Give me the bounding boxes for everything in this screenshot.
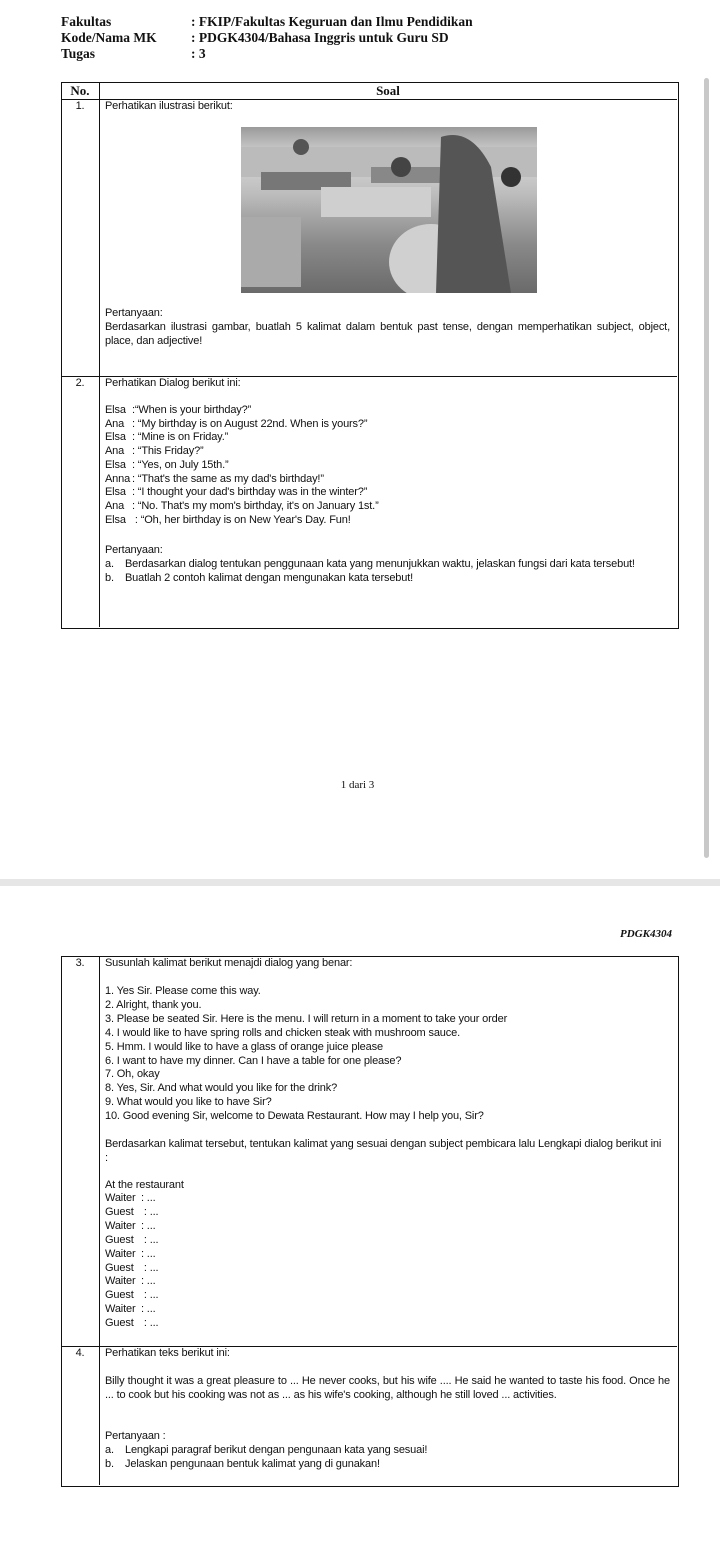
speaker: Elsa [105, 404, 126, 416]
question-intro: Susunlah kalimat berikut menajdi dialog yang benar: [105, 957, 353, 969]
sentence-item: 10. Good evening Sir, welcome to Dewata Restaurant. How may I help you, Sir? [105, 1110, 484, 1123]
sentence-list [105, 985, 507, 1124]
dialog-line [105, 514, 379, 528]
option-text: Buatlah 2 contoh kalimat dengan mengunakan kata tersebut! [125, 571, 414, 584]
dialog-text: : ... [141, 1192, 156, 1204]
dialog-line [105, 404, 379, 418]
speaker: Elsa [105, 458, 126, 471]
dialog-text: : ... [141, 1261, 159, 1274]
speaker: Guest [105, 1317, 134, 1330]
question-label: Pertanyaan : [105, 1430, 166, 1442]
classroom-illustration [241, 127, 537, 293]
document-header [61, 14, 473, 62]
dialog-text: : “Yes, on July 15th.” [132, 458, 229, 471]
dialog [105, 404, 379, 527]
speaker: Waiter [105, 1247, 136, 1260]
question-intro: Perhatikan Dialog berikut ini: [105, 377, 241, 389]
question-options [105, 558, 670, 585]
option-marker: b. [105, 1457, 114, 1470]
sentence-item: 9. What would you like to have Sir? [105, 1096, 272, 1109]
dialog-text: : ... [141, 1205, 159, 1218]
column-header-no: No. [70, 83, 90, 98]
dialog-title: At the restaurant [105, 1179, 184, 1191]
speaker: Guest [105, 1261, 134, 1274]
dialog-line [105, 1317, 158, 1331]
option-marker: b. [105, 571, 114, 584]
question-text: Berdasarkan ilustrasi gambar, buatlah 5 kalimat dalam bentuk past tense, dengan memperhatikan subject, object, place, dan adjective! [105, 321, 670, 347]
option-text: Berdasarkan dialog tentukan penggunaan kata yang menunjukkan waktu, jelaskan fungsi dari kata tersebut! [125, 558, 635, 570]
classroom-photo-icon [241, 127, 537, 293]
speaker: Elsa [105, 431, 126, 444]
speaker: Waiter [105, 1192, 136, 1204]
speaker: Waiter [105, 1275, 136, 1288]
dialog-text: : “I thought your dad's birthday was in the winter?” [132, 486, 368, 499]
sentence-item: 1. Yes Sir. Please come this way. [105, 985, 261, 997]
column-divider [99, 956, 100, 1485]
dialog-line [105, 445, 379, 459]
question-intro: Perhatikan teks berikut ini: [105, 1347, 230, 1359]
question-number: 2. [75, 377, 85, 389]
dialog-line [105, 1248, 158, 1262]
dialog-line [105, 459, 379, 473]
option-marker: a. [105, 1444, 114, 1456]
dialog-line [105, 1289, 158, 1303]
dialog-line [105, 473, 379, 487]
dialog-text: : “No. That's my mom's birthday, it's on January 1st.” [132, 499, 379, 512]
column-header-soal: Soal [376, 83, 400, 98]
question-number: 4. [75, 1347, 85, 1359]
dialog-text: : “That's the same as my dad's birthday!” [132, 472, 324, 485]
sentence-item: 2. Alright, thank you. [105, 998, 202, 1011]
sentence-item: 8. Yes, Sir. And what would you like for the drink? [105, 1082, 338, 1095]
dialog-text: : “Oh, her birthday is on New Year's Day. Fun! [132, 513, 351, 526]
dialog-text: : ... [141, 1289, 159, 1302]
dialog [105, 1192, 158, 1331]
option-marker: a. [105, 558, 114, 570]
dialog-text: : ... [141, 1233, 159, 1246]
dialog-line [105, 1192, 158, 1206]
option-item [105, 558, 670, 572]
dialog-text: : ... [141, 1303, 156, 1316]
dialog-text: : “Mine is on Friday.” [132, 431, 229, 444]
dialog-text: : ... [141, 1317, 159, 1330]
sentence-item: 5. Hmm. I would like to have a glass of orange juice please [105, 1040, 383, 1053]
dialog-line [105, 1275, 158, 1289]
question-label: Pertanyaan: [105, 307, 163, 319]
dialog-text: : ... [141, 1275, 156, 1288]
dialog-text: : “This Friday?” [132, 445, 204, 458]
dialog-text: : ... [141, 1219, 156, 1232]
speaker: Waiter [105, 1303, 136, 1316]
speaker: Ana [105, 417, 125, 430]
question-number: 1. [75, 100, 85, 112]
page-header-code: PDGK4304 [620, 928, 672, 940]
speaker: Elsa [105, 486, 126, 499]
sentence-item: 3. Please be seated Sir. Here is the menu. I will return in a moment to take your order [105, 1012, 508, 1025]
header-row-kode: Kode/Nama MK : PDGK4304/Bahasa Inggris untuk Guru SD [61, 30, 449, 45]
scrollbar[interactable] [704, 78, 709, 858]
speaker: Ana [105, 499, 125, 512]
dialog-text: : ... [141, 1247, 156, 1260]
speaker: Elsa [105, 513, 126, 526]
page-separator [0, 879, 720, 886]
sentence-item: 7. Oh, okay [105, 1068, 160, 1081]
question-intro: Perhatikan ilustrasi berikut: [105, 100, 233, 112]
header-row-fakultas: Fakultas : FKIP/Fakultas Keguruan dan Ilmu Pendidikan [61, 14, 473, 29]
column-divider [99, 82, 100, 627]
header-row-tugas: Tugas : 3 [61, 46, 206, 61]
speaker: Waiter [105, 1219, 136, 1232]
speaker: Ana [105, 445, 125, 458]
speaker: Guest [105, 1289, 134, 1302]
dialog-text: :“When is your birthday?” [132, 404, 252, 416]
sentence-item: 6. I want to have my dinner. Can I have a table for one please? [105, 1054, 402, 1067]
passage-text: Billy thought it was a great pleasure to ... He never cooks, but his wife .... He said he wanted to taste his food. Once he ... to cook but his cooking was not as ... as his wife's cooking, although he still loved ... activities. [105, 1375, 670, 1401]
question-number: 3. [75, 957, 85, 969]
option-item [105, 572, 670, 586]
dialog-text: : “My birthday is on August 22nd. When is yours?” [132, 417, 368, 430]
option-text: Jelaskan pengunaan bentuk kalimat yang di gunakan! [125, 1457, 380, 1470]
dialog-line [105, 486, 379, 500]
option-text: Lengkapi paragraf berikut dengan pengunaan kata yang sesuai! [125, 1444, 428, 1456]
dialog-line [105, 431, 379, 445]
option-item [105, 1458, 670, 1472]
dialog-line [105, 500, 379, 514]
dialog-line [105, 1206, 158, 1220]
dialog-line [105, 1234, 158, 1248]
question-label: Pertanyaan: [105, 544, 163, 556]
dialog-line [105, 1303, 158, 1317]
dialog-line [105, 1262, 158, 1276]
sentence-item: 4. I would like to have spring rolls and chicken steak with mushroom sauce. [105, 1026, 460, 1039]
speaker: Guest [105, 1205, 134, 1218]
speaker: Anna [105, 472, 131, 485]
instruction: Berdasarkan kalimat tersebut, tentukan kalimat yang sesuai dengan subject pembicara lalu Lengkapi dialog berikut ini : [105, 1138, 662, 1164]
dialog-line [105, 418, 379, 432]
speaker: Guest [105, 1233, 134, 1246]
page-number: 1 dari 3 [340, 779, 375, 791]
option-item [105, 1444, 670, 1458]
dialog-line [105, 1220, 158, 1234]
question-options [105, 1444, 670, 1471]
